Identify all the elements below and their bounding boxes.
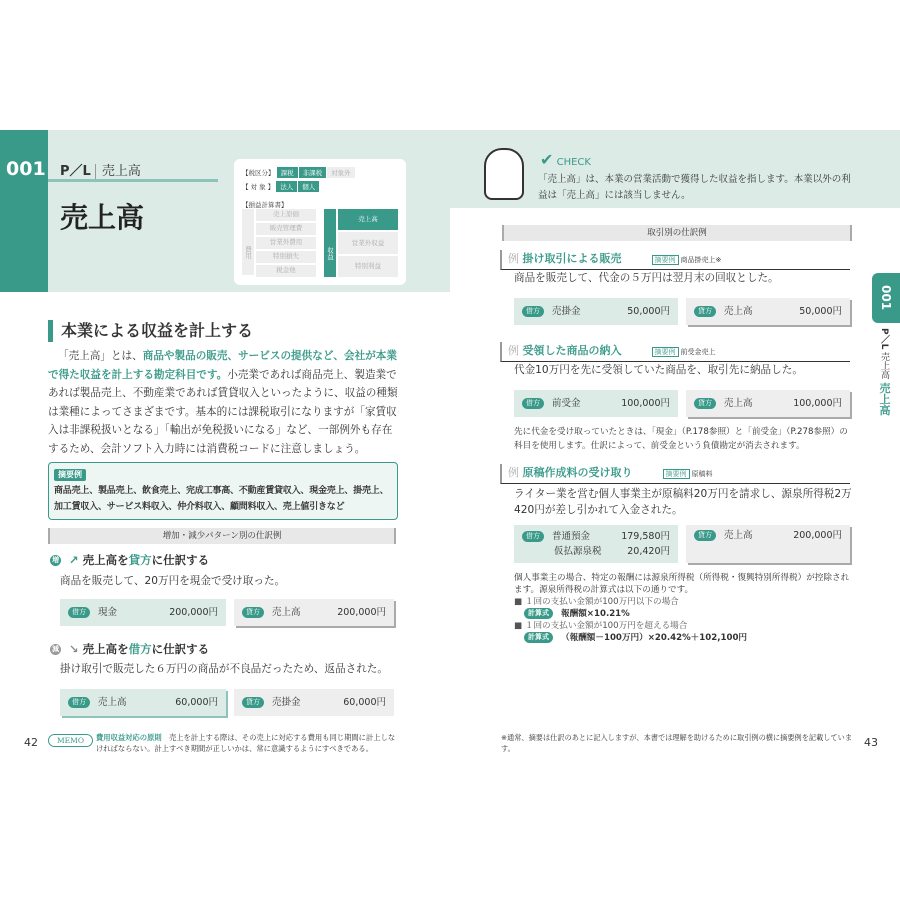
divider	[48, 179, 218, 182]
memo-label: MEMO	[48, 734, 93, 747]
example-desc: 代金10万円を先に受領していた商品を、取引先に納品した。	[514, 364, 803, 376]
check-text: 「売上高」は、本業の営業活動で獲得した収益を指します。本業以外の利益は「売上高」には該当しません。	[538, 174, 851, 201]
credit-entry: 貸方 売上高 50,000円	[686, 298, 850, 325]
example-heading: 例 掛け取引による販売 摘要例 商品掛売上※	[500, 250, 850, 270]
example-icon: 例	[508, 466, 519, 479]
example-desc: 商品を販売して、代金の５万円は翌月末の回収とした。	[514, 272, 779, 284]
expense-item: 特別損失	[256, 251, 316, 263]
credit-entry: 貸方 売上高 200,000円	[686, 525, 850, 563]
revenue-item: 営業外収益	[338, 232, 398, 254]
increase-desc: 商品を販売して、20万円を現金で受け取った。	[60, 575, 286, 587]
credit-entry: 貸方 売上高 100,000円	[686, 390, 850, 417]
expense-label: 費用	[242, 209, 254, 275]
expense-item: 税金他	[256, 265, 316, 277]
target-label: 【 対 象 】	[242, 183, 275, 191]
revenue-item-active: 売上高	[338, 209, 398, 230]
expense-item: 販売管理費	[256, 223, 316, 235]
chip-taxable: 課税	[277, 167, 298, 178]
summary-tag: 摘要例	[54, 469, 86, 481]
header-number-column	[0, 130, 48, 292]
footnote: ※通常、摘要は仕訳のあとに記入しますが、本書では理解を助けるために取引例の横に摘要例を記載しています。	[501, 733, 853, 753]
withholding-note: 個人事業主の場合、特定の報酬には源泉所得税（所得税・復興特別所得税）が控除されます。源泉所得税の計算式は以下の通りです。 ■ １回の支払い金額が100万円以下の場合 計算式 報酬額×10.21% ■ １回の支払い金額が100万円を超える場合 計算式 （報酬額－100万円）×20.42%＋102,100円	[514, 573, 850, 643]
decrease-heading: 減 ↘ 売上高を借方に仕訳する	[52, 642, 210, 656]
example-heading: 例 原稿作成料の受け取り 摘要例 原稿料	[500, 464, 850, 484]
example-icon: 例	[508, 344, 519, 357]
checkmark-icon: ✔	[540, 150, 554, 169]
expense-item: 売上原価	[256, 209, 316, 221]
summary-examples-box	[48, 462, 398, 520]
chip-corp: 法人	[276, 181, 297, 192]
debit-entry: 借方 売掛金 50,000円	[514, 298, 678, 325]
entry-number: 001	[6, 158, 46, 180]
check-heading: ✔ CHECK	[540, 150, 591, 169]
arrow-up-icon: ↗	[69, 553, 79, 567]
category-label: P／L 売上高	[60, 164, 141, 179]
chip-nontaxable: 非課税	[299, 167, 327, 178]
pl-label: 【損益計算書】	[242, 201, 288, 209]
debit-entry: 借方 前受金 100,000円	[514, 390, 678, 417]
chip-exempt: 対象外	[327, 167, 355, 178]
increase-heading: 増 ↗ 売上高を貸方に仕訳する	[52, 553, 210, 567]
credit-entry: 貸方 売掛金 60,000円	[234, 689, 394, 716]
tax-panel	[234, 159, 406, 285]
arrow-down-icon: ↘	[69, 642, 79, 656]
credit-entry: 貸方 売上高 200,000円	[234, 599, 394, 626]
page-number: 43	[864, 736, 878, 749]
revenue-label: 収益	[324, 209, 336, 277]
example-heading: 例 受領した商品の納入 摘要例 前受金売上	[500, 342, 850, 362]
tax-label: 【税区分】	[242, 169, 275, 177]
example-icon: 例	[508, 252, 519, 265]
mascot-bear-icon	[484, 148, 524, 200]
chip-individual: 個人	[298, 181, 319, 192]
intro-paragraph: 「売上高」とは、商品や製品の販売、サービスの提供など、会社が本業で得た収益を計上する勘定科目です。小売業であれば商品売上、製造業であれば製品売上、不動産業であれば賃貸収入といったように、収益の種類は業種によってさまざまです。基本的には課税取引になりますが「家賃収入は非課税扱いとなる」「輸出が免税扱いになる」など、一部例外も存在するため、会計ソフト入力時には消費税コードに注意しましょう。	[48, 350, 398, 455]
section-heading: 本業による収益を計上する	[48, 320, 253, 342]
page-title: 売上高	[60, 201, 145, 234]
debit-entry: 借方 現金 200,000円	[60, 599, 226, 626]
summary-text: 商品売上、製品売上、飲食売上、完成工事高、不動産賃貸収入、現金売上、掛売上、加工賃収入、サービス料収入、仲介料収入、顧問料収入、売上値引きなど	[54, 486, 389, 512]
example-desc: ライター業を営む個人事業主が原稿料20万円を請求し、源泉所得税2万420円が差し引かれて入金された。	[514, 488, 852, 516]
memo-text: 費用収益対応の原則 売上を計上する際は、その売上に対応する費用も同じ期間に計上しなければならない。計上すべき期間が正しいかは、常に意識するようにすべきである。	[96, 733, 396, 753]
revenue-item: 特別利益	[338, 256, 398, 277]
example-note: 先に代金を受け取っていたときは、「現金」（P.178参照）と「前受金」（P.278参照）の科目を使用します。仕訳によって、前受金という負債勘定が消去されます。	[514, 427, 848, 451]
expense-item: 営業外費用	[256, 237, 316, 249]
pattern-title-bar: 増加・減少パターン別の仕訳例	[48, 528, 396, 544]
page-number: 42	[24, 736, 38, 749]
side-tab-label: P／L 売上高 売上高	[878, 328, 891, 416]
decrease-desc: 掛け取引で販売した６万円の商品が不良品だったため、返品された。	[60, 663, 388, 675]
debit-entry: 借方 普通預金 179,580円 仮払源泉税 20,420円	[514, 525, 678, 563]
debit-entry: 借方 売上高 60,000円	[60, 689, 226, 716]
side-tab[interactable]: 001	[872, 273, 900, 323]
section-title-bar: 取引別の仕訳例	[502, 225, 852, 241]
